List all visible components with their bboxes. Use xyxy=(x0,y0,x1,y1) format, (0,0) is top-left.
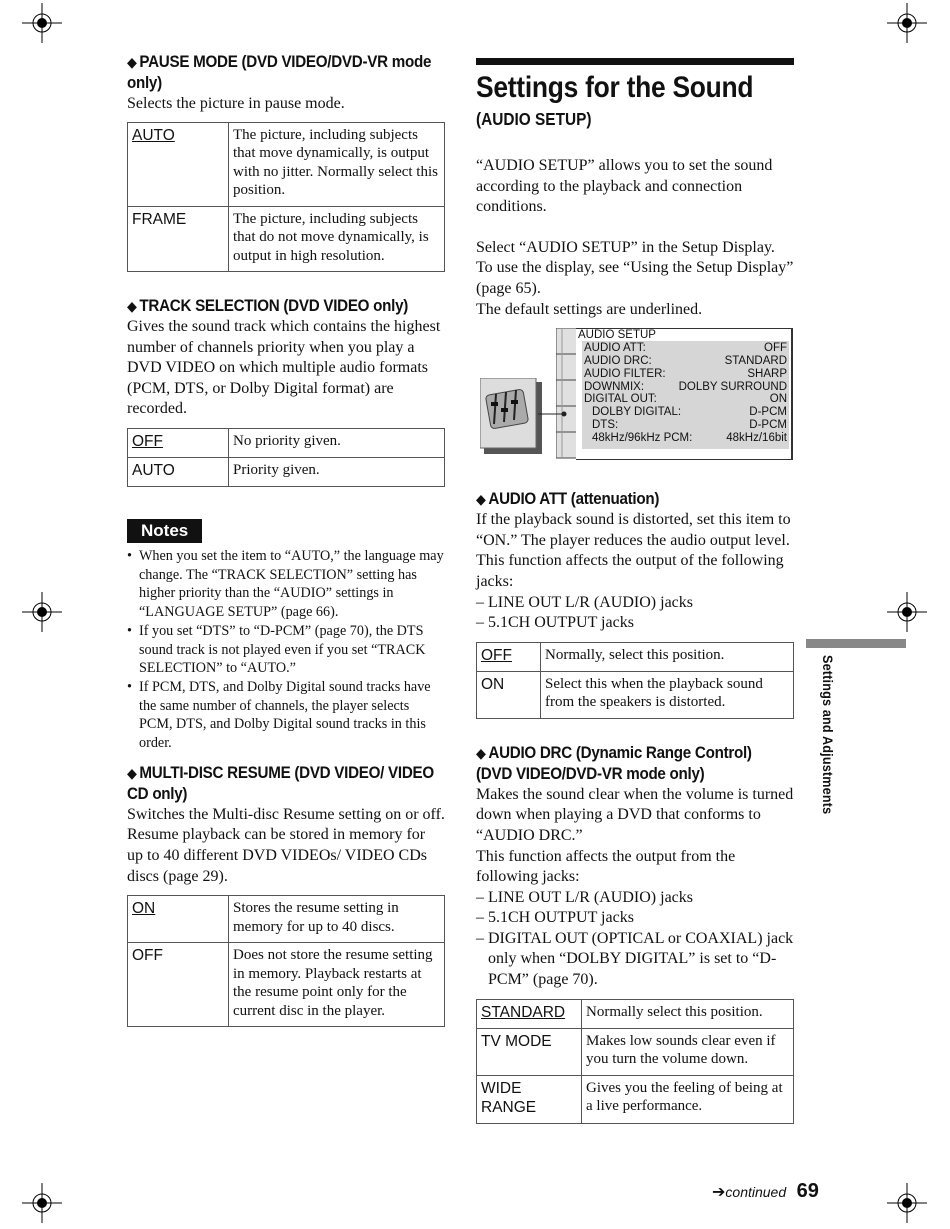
osd-row xyxy=(584,342,787,355)
osd-value: STANDARD xyxy=(724,354,787,367)
osd-value: SHARP xyxy=(747,367,787,380)
page-number: 69 xyxy=(796,1180,819,1202)
option-value: Gives you the feeling of being at a live performance. xyxy=(582,1075,794,1123)
option-value: Makes low sounds clear even if you turn the volume down. xyxy=(582,1028,794,1075)
diamond-icon: ◆ xyxy=(476,491,486,508)
osd-value: OFF xyxy=(764,342,787,355)
track-selection-desc: Gives the sound track which contains the highest number of channels priority when you play a DVD VIDEO on which multiple audio formats (PCM, DTS, or Dolby Digital format) are recorded. xyxy=(127,318,441,418)
option-key: FRAME xyxy=(132,210,187,228)
option-value: The picture, including subjects that do not move dynamically, is output in high resolution. xyxy=(229,206,445,272)
jack-item: – 5.1CH OUTPUT jacks xyxy=(476,614,634,632)
registration-mark-icon xyxy=(22,592,62,632)
intro-text: “AUDIO SETUP” allows you to set the sound according to the playback and connection conditions. xyxy=(476,157,773,216)
audio-setup-display xyxy=(476,328,794,473)
arrow-right-icon: ➔ xyxy=(712,1184,726,1201)
table-row xyxy=(128,206,445,272)
track-selection-table xyxy=(127,428,445,487)
notes-list xyxy=(127,547,445,753)
option-value: Stores the resume setting in memory for up to 40 discs. xyxy=(229,896,445,943)
table-row xyxy=(128,122,445,206)
pause-mode-table xyxy=(127,122,445,273)
audio-att-heading: ◆ AUDIO ATT (attenuation) xyxy=(476,490,660,509)
osd-label: AUDIO DRC: xyxy=(584,354,652,367)
osd-row xyxy=(584,368,787,381)
osd-panel xyxy=(576,328,793,460)
registration-mark-icon xyxy=(887,592,927,632)
jack-item: – 5.1CH OUTPUT jacks xyxy=(476,909,634,927)
registration-mark-icon xyxy=(22,1183,62,1223)
list-item: • When you set the item to “AUTO,” the language may change. The “TRACK SELECTION” setting has higher priority than the “AUDIO” settings in “LANGUAGE SETUP” (page 66). xyxy=(139,547,445,622)
option-value: Normally select this position. xyxy=(582,999,794,1028)
audio-att-table xyxy=(476,642,794,719)
osd-label: DOWNMIX: xyxy=(584,380,645,393)
default-text: The default settings are underlined. xyxy=(476,300,703,318)
audio-att-desc2: This function affects the output of the following jacks: xyxy=(476,552,784,590)
option-key: OFF xyxy=(132,433,163,451)
table-row xyxy=(128,943,445,1027)
track-selection-heading: ◆ TRACK SELECTION (DVD VIDEO only) xyxy=(127,297,409,316)
audio-drc-desc1: Makes the sound clear when the volume is turned down when playing a DVD that conforms to “AUDIO DRC.” xyxy=(476,785,794,844)
continued-label: continued xyxy=(725,1184,787,1200)
option-key: ON xyxy=(132,900,156,918)
table-row xyxy=(128,429,445,458)
option-key: STANDARD xyxy=(481,1003,566,1021)
audio-att-desc1: If the playback sound is distorted, set this item to “ON.” The player reduces the audio output level. xyxy=(476,511,791,549)
multi-disc-heading: ◆ MULTI-DISC RESUME (DVD VIDEO/ VIDEO CD only) xyxy=(127,763,434,803)
table-row xyxy=(128,458,445,487)
notes-label: Notes xyxy=(127,519,202,543)
option-key: ON xyxy=(481,675,505,693)
audio-drc-heading: ◆ AUDIO DRC (Dynamic Range Control) (DVD VIDEO/DVD-VR mode only) xyxy=(476,743,752,783)
osd-label: DIGITAL OUT: xyxy=(584,393,657,406)
osd-label: DTS: xyxy=(592,418,619,431)
osd-row xyxy=(584,381,787,394)
registration-mark-icon xyxy=(887,1183,927,1223)
osd-label: AUDIO FILTER: xyxy=(584,367,666,380)
table-row xyxy=(477,671,794,718)
multi-disc-desc: Switches the Multi-disc Resume setting on or off. Resume playback can be stored in memory for up to 40 different DVD VIDEOs/ VIDEO CDs discs (page 29). xyxy=(127,805,445,885)
option-value: Normally, select this position. xyxy=(541,642,794,671)
side-tab-bar xyxy=(806,639,906,648)
audio-setup-icon xyxy=(480,378,542,454)
option-value: No priority given. xyxy=(229,429,445,458)
table-row xyxy=(128,896,445,943)
diamond-icon: ◆ xyxy=(127,298,137,315)
table-row xyxy=(477,1075,794,1123)
pause-mode-desc: Selects the picture in pause mode. xyxy=(127,95,345,112)
osd-row xyxy=(584,393,787,406)
table-row xyxy=(477,642,794,671)
audio-drc-table xyxy=(476,999,794,1124)
title-rule xyxy=(476,58,794,65)
diamond-icon: ◆ xyxy=(476,744,486,761)
osd-row xyxy=(584,419,787,432)
right-column xyxy=(476,58,794,1124)
left-column xyxy=(127,52,445,1027)
table-row xyxy=(477,1028,794,1075)
osd-header: AUDIO SETUP xyxy=(578,329,656,342)
page-subtitle: (AUDIO SETUP) xyxy=(476,109,592,129)
side-tab-label: Settings and Adjustments xyxy=(820,655,836,815)
multi-disc-table xyxy=(127,895,445,1027)
osd-value: DOLBY SURROUND xyxy=(678,380,787,393)
list-item: • If PCM, DTS, and Dolby Digital sound tracks have the same number of channels, the player selects PCM, DTS, and Dolby Digital sound tracks in this order. xyxy=(139,678,445,753)
select-text: Select “AUDIO SETUP” in the Setup Display. To use the display, see “Using the Setup Display” (page 65). xyxy=(476,238,794,297)
osd-row xyxy=(584,355,787,368)
osd-label: 48kHz/96kHz PCM: xyxy=(592,431,693,444)
page-footer xyxy=(712,1180,819,1203)
menu-strip xyxy=(556,328,578,468)
osd-value: ON xyxy=(769,393,787,406)
audio-drc-desc2: This function affects the output from the following jacks: xyxy=(476,847,736,886)
list-item: • If you set “DTS” to “D-PCM” (page 70), the DTS sound track is not played even if you set “TRACK SELECTION” to “AUTO.” xyxy=(139,622,445,678)
jack-item: – DIGITAL OUT (OPTICAL or COAXIAL) jack only when “DOLBY DIGITAL” is set to “D-PCM” (page 70). xyxy=(476,929,794,989)
pause-mode-heading: ◆ PAUSE MODE (DVD VIDEO/DVD-VR mode only) xyxy=(127,53,432,92)
diamond-icon: ◆ xyxy=(127,764,137,781)
option-key: OFF xyxy=(481,646,512,664)
jack-item: – LINE OUT L/R (AUDIO) jacks xyxy=(476,593,693,611)
option-key: WIDE RANGE xyxy=(481,1079,537,1116)
osd-row xyxy=(584,432,787,445)
osd-value: D-PCM xyxy=(749,418,787,431)
osd-rows xyxy=(584,342,787,444)
option-key: AUTO xyxy=(132,462,175,480)
option-value: Priority given. xyxy=(229,458,445,487)
jack-item: – LINE OUT L/R (AUDIO) jacks xyxy=(476,888,693,906)
registration-mark-icon xyxy=(22,3,62,43)
diamond-icon: ◆ xyxy=(127,54,137,70)
connector-line xyxy=(538,408,568,420)
option-value: Does not store the resume setting in memory. Playback restarts at the resume point only for the current disc in the player. xyxy=(229,943,445,1027)
option-key: AUTO xyxy=(132,126,175,144)
osd-value: D-PCM xyxy=(749,406,787,419)
page-title: Settings for the Sound xyxy=(476,71,754,104)
osd-value: 48kHz/16bit xyxy=(726,431,787,444)
option-value: The picture, including subjects that move dynamically, is output with no jitter. Normally select this position. xyxy=(229,122,445,206)
option-value: Select this when the playback sound from the speakers is distorted. xyxy=(541,671,794,718)
option-key: OFF xyxy=(132,947,163,965)
option-key: TV MODE xyxy=(481,1032,552,1050)
table-row xyxy=(477,999,794,1028)
registration-mark-icon xyxy=(887,3,927,43)
osd-row xyxy=(584,406,787,419)
osd-label: DOLBY DIGITAL: xyxy=(592,406,682,419)
osd-label: AUDIO ATT: xyxy=(584,342,646,355)
